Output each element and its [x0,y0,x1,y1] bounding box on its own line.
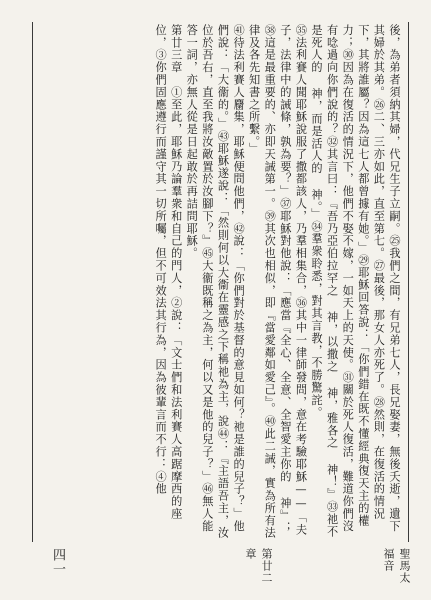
scripture-body-text: 後，為弟者須納其婦，代兄生子立嗣。㉕我們之間，有兄弟七人，長兄娶妻，無後夭逝，遺下其婦於其弟。㉖二、三亦如此，直至第七。㉗最後，那女人亦死了。㉘然則，在復活的情況下，其將誰屬？因為這七人都曾據有她。」㉙耶穌回答說：「你們錯在既不懂經典復天主的權力；㉚因為在復活的情況下，他們不娶不嫁，一如天上的天使。㉛關於死人復活，難道你們沒有唸過向你們說的？㉜其言曰：『吾乃亞伯拉罕之 神，以撒之 神，雅各之 神！』㉝祂不是死人的 神，而是活人的 神。」㉞羣衆聆悉，對其言教，不勝驚詫。 ㉟法利賽人聞耶穌說服了撒都該人，乃羣相集合，㊱其中一律師發問，意在考驗耶穌——「夫子，法律中的誡條，孰為要？」㊲耶穌對他說：「應當『全心、全意、全智愛主你的 神』；㊳這是最重要的、亦即天誡第一。㊴其次也相似，即『當愛鄰如愛己』。㊵此二誡，實為所有法律及各先知書之所繫。」 ㊶待法利賽人麕集，耶穌便問他們，㊷說：「你們對於基督的意見如何？祂是誰的兒子？」他們說：「大衞的。」㊸耶穌遂說：「然則何以大衞在靈感之下稱祂為主，說㊹：『主語吾主，汝位於吾右，直至我將汝敵置於汝腳下？』㊺大衞既稱之為主，何以又是他的兒子？」㊻無人能答一詞，亦無人從是日起敢於再詰問耶穌。 第廿三章 ①至此，耶穌乃論羣衆和自己的門人，②說：「文士們和法利賽人高踞摩西的座位，③你們固應遵行而謹守其一切所囑，但不可效法其行為，因為彼輩言而不行：④他 [154,24,401,540]
left-margin-rule [32,22,33,542]
right-margin-rule [408,22,409,542]
page-footer [32,548,410,590]
book-title: 聖馬太福音 [382,548,411,584]
chapter-label: 第廿二章 [244,548,273,584]
page-number: 四一 [50,548,65,576]
